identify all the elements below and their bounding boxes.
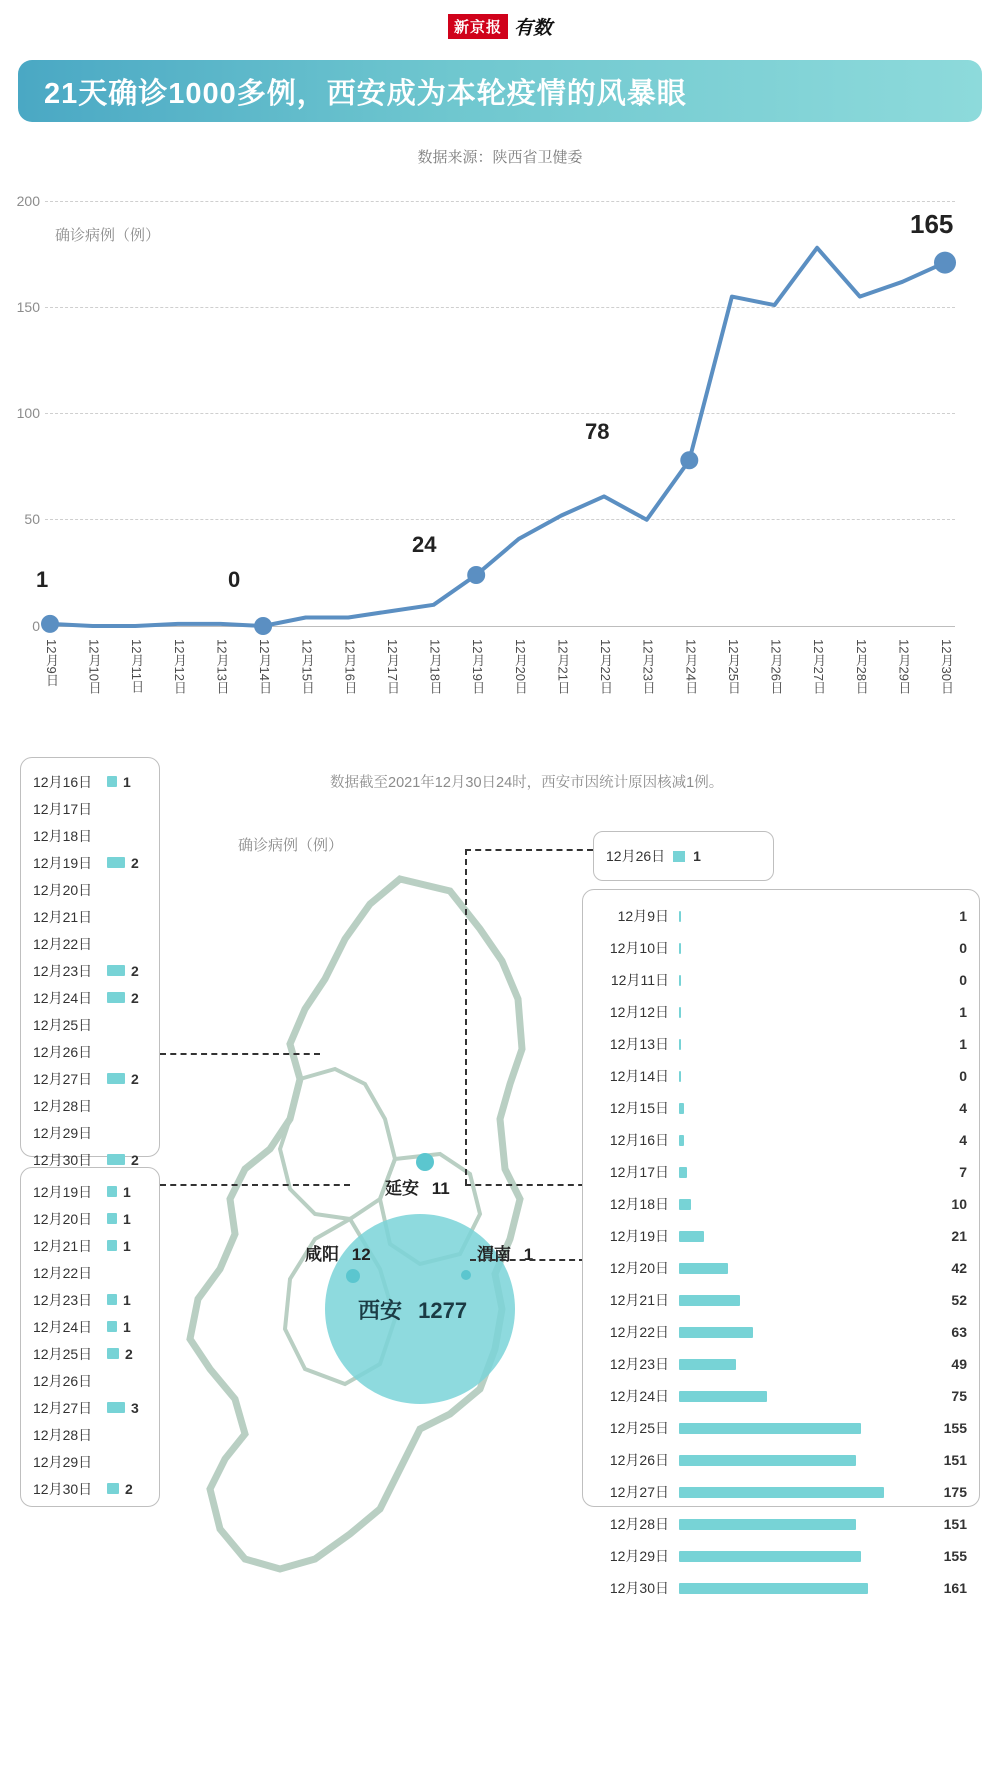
row-bar-wrap: [677, 1327, 919, 1338]
row-value: 75: [951, 1388, 967, 1404]
row-date: 12月12日: [609, 1004, 669, 1020]
city-name-xian: 西安: [358, 1298, 403, 1323]
city-value-weinan: 1: [523, 1245, 534, 1264]
map-city-yanan: [385, 1174, 450, 1199]
row-value: 7: [959, 1164, 967, 1180]
row-bar: [107, 1402, 125, 1413]
map-legend-label: 确诊病例（例）: [238, 837, 344, 854]
x-axis-label: 12月15日: [299, 639, 315, 694]
row-date: 12月21日: [33, 908, 93, 925]
panel-row: [33, 903, 147, 930]
table-row: [595, 1188, 967, 1220]
row-bar: [679, 911, 681, 922]
x-axis-label: 12月13日: [214, 639, 230, 694]
row-bar: [107, 1073, 125, 1084]
line-series-svg: [0, 189, 1000, 659]
panel-row: [33, 1092, 147, 1119]
panel-weinan: [593, 831, 774, 881]
row-date: 12月10日: [609, 940, 669, 956]
brand-name: 有数: [514, 17, 553, 39]
row-bar: [107, 776, 117, 787]
connector-weinan-h2: [465, 849, 593, 851]
row-date: 12月26日: [33, 1372, 93, 1389]
table-row: [595, 1124, 967, 1156]
row-bar-wrap: [677, 1135, 919, 1146]
brand-tag: 新京报: [448, 14, 508, 39]
row-date: 12月19日: [33, 854, 93, 871]
row-bar: [679, 1295, 740, 1306]
row-date: 12月22日: [33, 1264, 93, 1281]
row-bar-wrap: [677, 1295, 919, 1306]
panel-row: [33, 768, 147, 795]
row-bar-wrap: [677, 1423, 919, 1434]
x-axis-label: 12月24日: [683, 639, 699, 694]
row-date: 12月18日: [609, 1196, 669, 1212]
row-bar: [107, 992, 125, 1003]
row-date: 12月24日: [33, 1318, 93, 1335]
connector-weinan-v: [465, 849, 467, 1185]
point-label-3: 24: [412, 532, 437, 557]
panel-row: [33, 930, 147, 957]
row-value: 4: [959, 1132, 967, 1148]
panel-row: [33, 822, 147, 849]
table-row: [595, 1284, 967, 1316]
connector-xian: [470, 1259, 585, 1261]
data-source: 数据来源：陕西省卫健委: [417, 149, 583, 166]
row-value: 2: [131, 854, 139, 871]
table-row: [595, 1220, 967, 1252]
panel-row: [33, 1421, 147, 1448]
row-bar: [107, 1294, 117, 1305]
map-city-weinan: [477, 1240, 533, 1265]
row-date: 12月27日: [33, 1070, 93, 1087]
row-bar-wrap: [677, 1199, 919, 1210]
x-axis-label: 12月25日: [725, 639, 741, 694]
row-bar-wrap: [677, 1071, 919, 1082]
row-bar-wrap: [677, 1231, 919, 1242]
row-bar: [107, 965, 125, 976]
point-label-1: 1: [36, 567, 49, 592]
row-date: 12月25日: [609, 1420, 669, 1436]
connector-xianyang: [160, 1184, 350, 1186]
row-date: 12月27日: [609, 1484, 669, 1500]
row-bar: [107, 1213, 117, 1224]
row-bar: [107, 1240, 117, 1251]
row-bar-wrap: [677, 943, 919, 954]
row-bar-wrap: [677, 1519, 919, 1530]
row-value: 2: [131, 989, 139, 1006]
panel-xian: [582, 889, 980, 1596]
panel-row: [33, 1232, 147, 1259]
row-date: 12月23日: [33, 962, 93, 979]
row-value: 1: [123, 1183, 131, 1200]
y-tick-100: 100: [16, 405, 40, 421]
table-row: [595, 1092, 967, 1124]
row-bar: [679, 1071, 681, 1082]
y-tick-150: 150: [16, 299, 40, 315]
table-row: [595, 1572, 967, 1604]
logo: [448, 13, 552, 40]
row-value: 0: [959, 1068, 967, 1084]
row-bar: [107, 1154, 125, 1165]
row-value: 1: [123, 1237, 131, 1254]
row-value: 63: [951, 1324, 967, 1340]
row-date: 12月28日: [33, 1426, 93, 1443]
row-date: 12月30日: [33, 1480, 93, 1497]
row-date: 12月22日: [609, 1324, 669, 1340]
row-value: 2: [125, 1480, 133, 1497]
panel-row: [33, 795, 147, 822]
x-axis-label: 12月27日: [811, 639, 827, 694]
map-city-xian: [358, 1294, 467, 1325]
panel-row: [33, 984, 147, 1011]
row-value: 1: [959, 908, 967, 924]
row-bar: [679, 1199, 691, 1210]
table-row: [595, 1156, 967, 1188]
table-row: [595, 1476, 967, 1508]
table-row: [595, 900, 967, 932]
y-tick-200: 200: [16, 193, 40, 209]
map-section: [0, 749, 1000, 1749]
row-value: 0: [959, 972, 967, 988]
table-row: [595, 1412, 967, 1444]
row-bar: [679, 1519, 856, 1530]
x-axis-label: 12月20日: [512, 639, 528, 694]
x-axis-label: 12月9日: [44, 639, 59, 687]
page-title: 21天确诊1000多例，西安成为本轮疫情的风暴眼: [44, 77, 687, 110]
row-value: 3: [131, 1399, 139, 1416]
x-axis-label: 12月19日: [470, 639, 486, 694]
dot-yanan: [416, 1153, 434, 1171]
row-bar: [679, 1263, 728, 1274]
row-bar-wrap: [677, 1167, 919, 1178]
row-bar-wrap: [677, 1263, 919, 1274]
x-axis-label: 12月30日: [939, 639, 954, 694]
row-bar: [679, 1167, 687, 1178]
dot-xianyang: [346, 1269, 360, 1283]
row-bar-wrap: [677, 1487, 919, 1498]
row-date: 12月17日: [609, 1164, 669, 1180]
row-value: 155: [943, 1548, 967, 1564]
row-bar-wrap: [677, 1007, 919, 1018]
y-tick-0: 0: [32, 618, 40, 634]
point-label-4: 78: [585, 419, 610, 444]
row-value: 2: [125, 1345, 133, 1362]
row-date: 12月30日: [33, 1151, 93, 1168]
map-city-xianyang: [305, 1240, 371, 1265]
row-value: 21: [951, 1228, 967, 1244]
row-bar: [679, 1135, 684, 1146]
panel-xianyang: [20, 1167, 160, 1507]
row-bar-wrap: [677, 1551, 919, 1562]
row-value: 42: [951, 1260, 967, 1276]
table-row: [595, 1348, 967, 1380]
title-banner: [18, 60, 982, 122]
row-bar-wrap: [677, 975, 919, 986]
point-label-2: 0: [228, 567, 241, 592]
panel-row: [33, 1065, 147, 1092]
panel-yanan: [20, 757, 160, 1168]
panel-row: [33, 1011, 147, 1038]
table-row: [595, 1252, 967, 1284]
x-axis-label: 12月17日: [384, 639, 400, 694]
city-name-weinan: 渭南: [477, 1245, 511, 1264]
row-date: 12月18日: [33, 827, 93, 844]
row-date: 12月24日: [609, 1388, 669, 1404]
row-date: 12月20日: [33, 1210, 93, 1227]
x-axis-label: 12月12日: [171, 639, 187, 694]
row-date: 12月30日: [609, 1580, 669, 1596]
x-axis-label: 12月16日: [342, 639, 358, 694]
panel-row: [33, 1313, 147, 1340]
x-axis-label: 12月29日: [896, 639, 912, 694]
row-bar: [107, 1186, 117, 1197]
row-value: 161: [943, 1580, 967, 1596]
row-value: 2: [131, 962, 139, 979]
row-date: 12月20日: [609, 1260, 669, 1276]
row-bar-wrap: [677, 1359, 919, 1370]
row-date: 12月16日: [33, 773, 93, 790]
row-date: 12月15日: [609, 1100, 669, 1116]
row-date: 12月28日: [33, 1097, 93, 1114]
row-bar-wrap: [677, 1583, 919, 1594]
panel-row: [33, 876, 147, 903]
table-row: [595, 1028, 967, 1060]
table-row: [595, 1508, 967, 1540]
row-bar: [679, 1103, 684, 1114]
city-value-xianyang: 12: [351, 1245, 371, 1264]
panel-row: [33, 1178, 147, 1205]
x-axis-label: 12月10日: [86, 639, 102, 694]
row-date: 12月21日: [33, 1237, 93, 1254]
row-value: 175: [943, 1484, 967, 1500]
x-axis-label: 12月28日: [853, 639, 869, 694]
table-row: [595, 964, 967, 996]
row-date: 12月28日: [609, 1516, 669, 1532]
table-row: [595, 1316, 967, 1348]
row-bar: [107, 1321, 117, 1332]
row-bar: [679, 1423, 861, 1434]
table-row: [595, 1060, 967, 1092]
row-value: 52: [951, 1292, 967, 1308]
row-bar: [679, 1039, 681, 1050]
panel-row: [33, 1340, 147, 1367]
city-value-yanan: 11: [431, 1179, 450, 1198]
x-axis-label: 12月26日: [768, 639, 784, 694]
panel-row: [33, 1119, 147, 1146]
row-date: 12月29日: [33, 1124, 93, 1141]
panel-row: [33, 1259, 147, 1286]
row-value: 151: [943, 1452, 967, 1468]
row-bar: [679, 1359, 736, 1370]
x-axis-label: 12月11日: [129, 639, 145, 693]
row-bar: [107, 857, 125, 868]
row-bar: [679, 1583, 868, 1594]
row-bar: [679, 1551, 861, 1562]
panel-row: [33, 1394, 147, 1421]
city-name-xianyang: 咸阳: [305, 1245, 339, 1264]
panel-row: [33, 1205, 147, 1232]
row-bar: [679, 1455, 856, 1466]
weinan-value: 1: [693, 848, 701, 864]
line-chart-ylabel: 确诊病例（例）: [55, 227, 161, 244]
row-value: 10: [951, 1196, 967, 1212]
table-row: [595, 996, 967, 1028]
point-label-5: 165: [910, 209, 954, 239]
weinan-date: 12月26日: [606, 848, 666, 864]
connector-yanan: [160, 1053, 320, 1055]
city-name-yanan: 延安: [385, 1179, 419, 1198]
row-value: 2: [131, 1151, 139, 1168]
line-chart: [0, 189, 1000, 749]
table-row: [595, 1540, 967, 1572]
x-axis-label: 12月23日: [640, 639, 656, 694]
row-date: 12月26日: [33, 1043, 93, 1060]
row-value: 1: [123, 1291, 131, 1308]
row-bar: [679, 1487, 884, 1498]
row-bar-wrap: [677, 1455, 919, 1466]
row-value: 2: [131, 1070, 139, 1087]
row-date: 12月26日: [609, 1452, 669, 1468]
panel-row: [33, 1448, 147, 1475]
y-tick-50: 50: [24, 511, 40, 527]
table-row: [595, 1380, 967, 1412]
row-value: 155: [943, 1420, 967, 1436]
row-date: 12月25日: [33, 1016, 93, 1033]
row-date: 12月29日: [609, 1548, 669, 1564]
row-date: 12月25日: [33, 1345, 93, 1362]
panel-row: [33, 1475, 147, 1502]
row-bar: [679, 1327, 753, 1338]
row-bar: [679, 1231, 704, 1242]
row-date: 12月19日: [33, 1183, 93, 1200]
dot-weinan: [461, 1270, 471, 1280]
row-bar-wrap: [677, 911, 919, 922]
row-bar: [107, 1348, 119, 1359]
row-date: 12月27日: [33, 1399, 93, 1416]
row-date: 12月23日: [33, 1291, 93, 1308]
row-value: 0: [959, 940, 967, 956]
row-value: 151: [943, 1516, 967, 1532]
row-date: 12月20日: [33, 881, 93, 898]
row-date: 12月17日: [33, 800, 93, 817]
shaanxi-map: [150, 869, 580, 1629]
row-value: 4: [959, 1100, 967, 1116]
row-bar: [679, 943, 681, 954]
row-date: 12月14日: [609, 1068, 669, 1084]
row-date: 12月16日: [609, 1132, 669, 1148]
row-bar-wrap: [677, 1103, 919, 1114]
panel-row: [33, 849, 147, 876]
row-date: 12月13日: [609, 1036, 669, 1052]
site-logo-bar: [0, 0, 1000, 52]
row-bar: [679, 1007, 681, 1018]
row-date: 12月11日: [610, 972, 669, 988]
row-value: 1: [959, 1036, 967, 1052]
panel-row: [33, 1038, 147, 1065]
row-date: 12月21日: [609, 1292, 669, 1308]
row-date: 12月19日: [609, 1228, 669, 1244]
row-value: 49: [951, 1356, 967, 1372]
row-date: 12月9日: [617, 908, 669, 924]
x-axis-label: 12月14日: [257, 639, 273, 694]
row-date: 12月22日: [33, 935, 93, 952]
panel-row: [33, 957, 147, 984]
row-bar-wrap: [677, 1039, 919, 1050]
city-value-xian: 1277: [418, 1298, 468, 1323]
panel-row: [33, 1286, 147, 1313]
x-axis-label: 12月22日: [598, 639, 614, 694]
row-date: 12月29日: [33, 1453, 93, 1470]
x-axis-labels: [0, 639, 1000, 749]
row-value: 1: [123, 1318, 131, 1335]
x-axis-label: 12月18日: [427, 639, 443, 694]
panel-row: [33, 1367, 147, 1394]
row-bar: [107, 1483, 119, 1494]
row-bar: [679, 1391, 767, 1402]
row-value: 1: [959, 1004, 967, 1020]
row-value: 1: [123, 773, 131, 790]
row-bar: [679, 975, 681, 986]
row-date: 12月23日: [609, 1356, 669, 1372]
row-bar-wrap: [677, 1391, 919, 1402]
x-axis-label: 12月21日: [555, 639, 571, 694]
weinan-bar: [673, 851, 685, 862]
row-date: 12月24日: [33, 989, 93, 1006]
footnote: 数据截至2021年12月30日24时，西安市因统计原因核减1例。: [330, 775, 724, 791]
row-value: 1: [123, 1210, 131, 1227]
table-row: [595, 932, 967, 964]
table-row: [595, 1444, 967, 1476]
